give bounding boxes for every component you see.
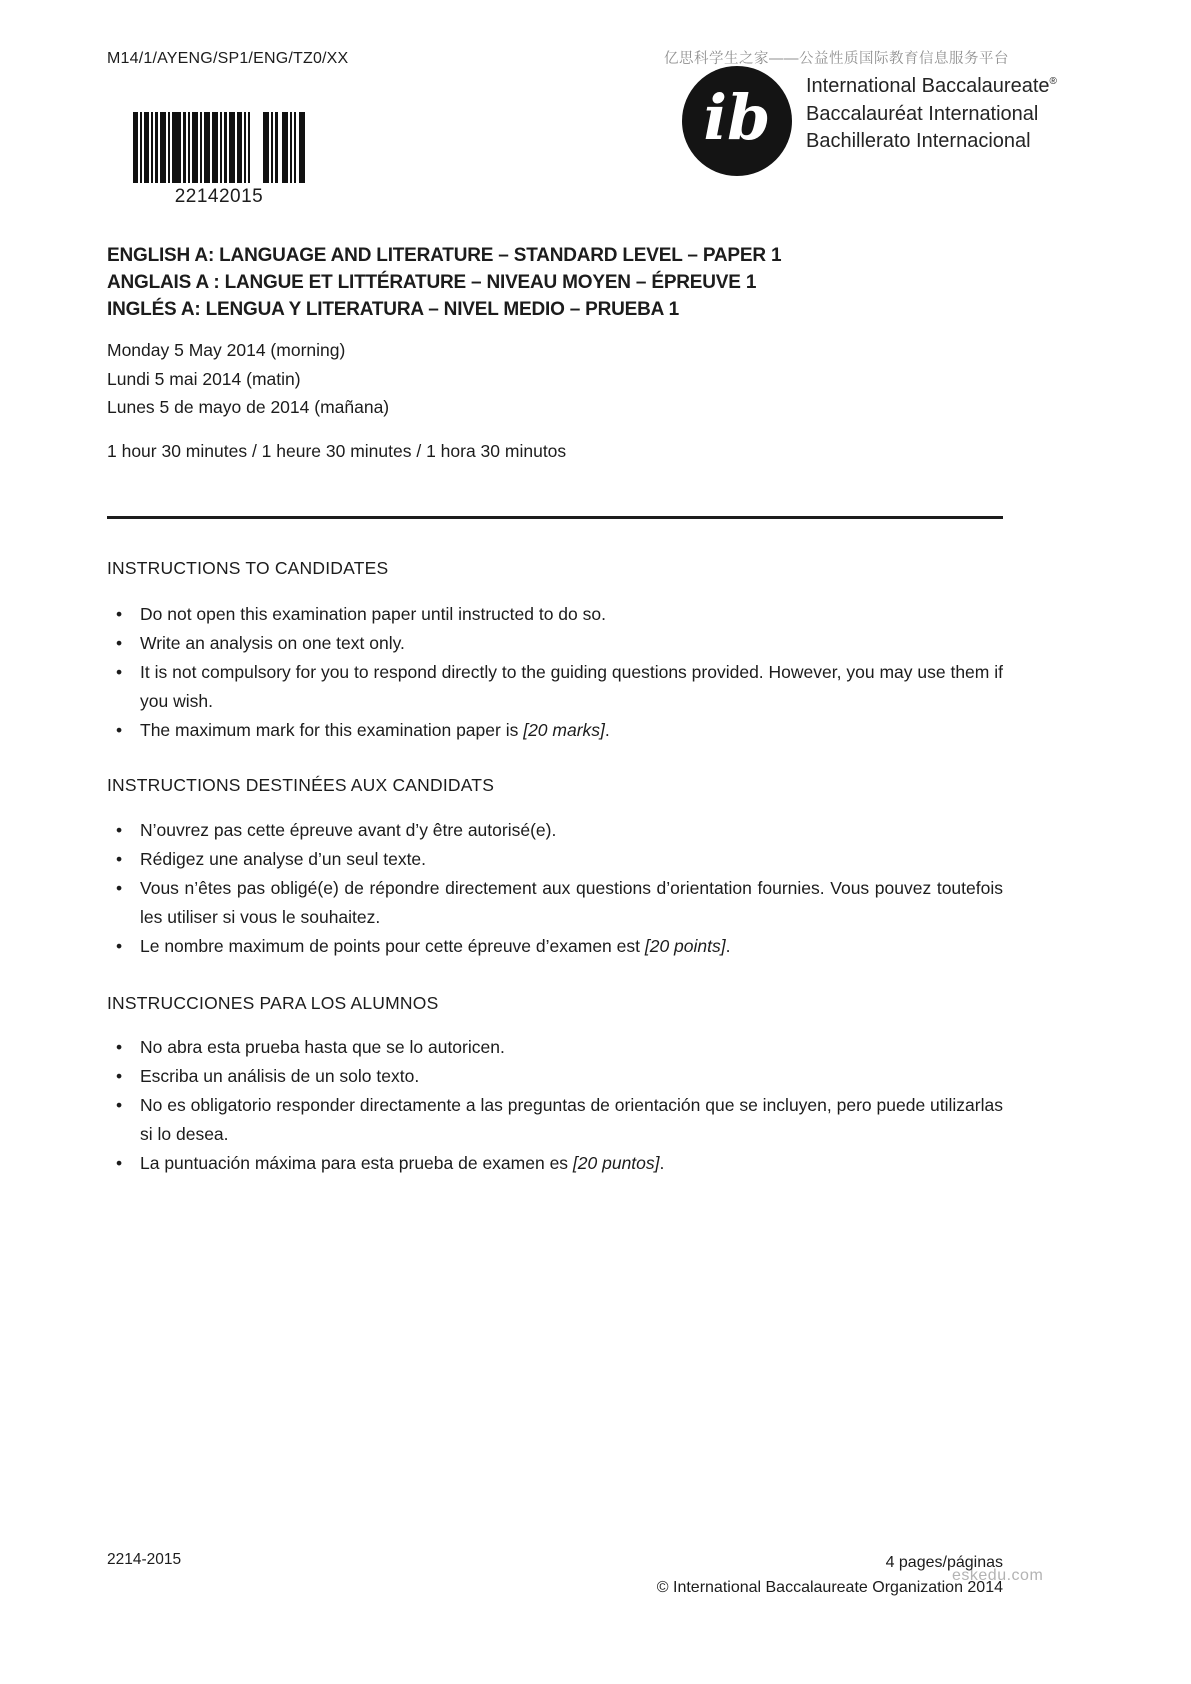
marks-note: [20 puntos] [572,1153,660,1173]
section-heading: INSTRUCTIONS DESTINÉES AUX CANDIDATS [107,775,495,795]
section-instructions-french [107,773,1003,961]
bullet-text: It is not compulsory for you to respond directly to the guiding questions provided. However, you may use them if you wish. [140,662,1003,711]
bullet-marker: • [116,633,123,653]
barcode-image [133,112,305,183]
ib-logo-icon [682,66,792,176]
ib-name-english: International Baccalaureate® [806,75,1057,97]
exam-title-french: ANGLAIS A : LANGUE ET LITTÉRATURE – NIVEAU MOYEN – ÉPREUVE 1 [107,272,757,293]
bullet-marker: • [116,1095,123,1115]
bullet-item [107,1091,1003,1149]
bullet-text: No es obligatorio responder directamente a las preguntas de orientación que se incluyen, pero puede utilizarlas si lo desea. [140,1095,1003,1144]
bullet-text: Escriba un análisis de un solo texto. [140,1066,420,1086]
page-count: 4 pages/páginas [885,1554,1003,1571]
marks-note: [20 marks] [523,720,605,740]
bullet-item [107,716,1003,745]
bullet-item [107,1033,1003,1062]
bullet-item [107,816,1003,845]
bullet-marker: • [116,1066,123,1086]
exam-date [107,336,389,422]
section-instructions-english [107,556,1003,745]
bullet-text: Le nombre maximum de points pour cette épreuve d’examen est [20 points]. [140,936,731,956]
barcode-number: 22142015 [174,186,264,207]
exam-title-english: ENGLISH A: LANGUAGE AND LITERATURE – STANDARD LEVEL – PAPER 1 [107,245,782,266]
exam-date-spanish: Lunes 5 de mayo de 2014 (mañana) [107,397,390,417]
bullet-item [107,658,1003,716]
bullet-marker: • [116,936,123,956]
bullet-item [107,1062,1003,1091]
bullet-item [107,629,1003,658]
bullet-item [107,932,1003,961]
chinese-watermark: 亿思科学生之家——公益性质国际教育信息服务平台 [664,51,1009,67]
bullet-text: Do not open this examination paper until instructed to do so. [140,604,606,624]
bullet-marker: • [116,1037,123,1057]
ib-name-spanish: Bachillerato Internacional [806,130,1031,152]
bullet-marker: • [116,604,123,624]
bullet-list [107,600,1003,745]
bullet-item [107,845,1003,874]
site-watermark: eskedu.com [952,1567,1044,1584]
bullet-item [107,600,1003,629]
copyright-line: © International Baccalaureate Organization 2014 [656,1579,1003,1596]
bullet-list [107,1033,1003,1178]
bullet-marker: • [116,849,123,869]
ib-organization-names [806,68,1057,156]
exam-title-spanish: INGLÉS A: LENGUA Y LITERATURA – NIVEL MEDIO – PRUEBA 1 [107,299,679,320]
marks-note: [20 points] [644,936,726,956]
bullet-list [107,816,1003,961]
footer-right-block [657,1550,1003,1600]
bullet-marker: • [116,720,123,740]
bullet-marker: • [116,820,123,840]
section-heading: INSTRUCCIONES PARA LOS ALUMNOS [107,993,439,1013]
bullet-item [107,1149,1003,1178]
bullet-text: La puntuación máxima para esta prueba de examen es [20 puntos]. [140,1153,665,1173]
section-instructions-spanish [107,991,1003,1178]
exam-date-english: Monday 5 May 2014 (morning) [107,340,346,360]
exam-date-french: Lundi 5 mai 2014 (matin) [107,368,301,389]
section-heading: INSTRUCTIONS TO CANDIDATES [107,558,389,578]
exam-title [107,242,781,323]
divider-rule [107,516,1003,519]
bullet-text: Write an analysis on one text only. [140,633,405,653]
bullet-text: The maximum mark for this examination paper is [20 marks]. [140,720,610,740]
ib-name-french: Baccalauréat International [806,102,1039,125]
bullet-marker: • [116,878,123,898]
bullet-text: No abra esta prueba hasta que se lo autoricen. [140,1037,505,1057]
footer-document-code: 2214-2015 [107,1551,182,1568]
bullet-text: Rédigez une analyse d’un seul texte. [140,849,427,869]
ib-logo-letters: ib [703,81,771,154]
bullet-marker: • [116,662,123,682]
bullet-text: Vous n’êtes pas obligé(e) de répondre directement aux questions d’orientation fournies. Vous pouvez toutefois les utiliser si vous le souhaitez. [140,878,1003,927]
bullet-marker: • [116,1153,123,1173]
bullet-item [107,874,1003,932]
exam-duration: 1 hour 30 minutes / 1 heure 30 minutes / 1 hora 30 minutos [107,441,567,461]
bullet-text: N’ouvrez pas cette épreuve avant d’y être autorisé(e). [140,820,557,840]
paper-code: M14/1/AYENG/SP1/ENG/TZ0/XX [107,50,349,67]
registered-mark: ® [1049,76,1057,87]
